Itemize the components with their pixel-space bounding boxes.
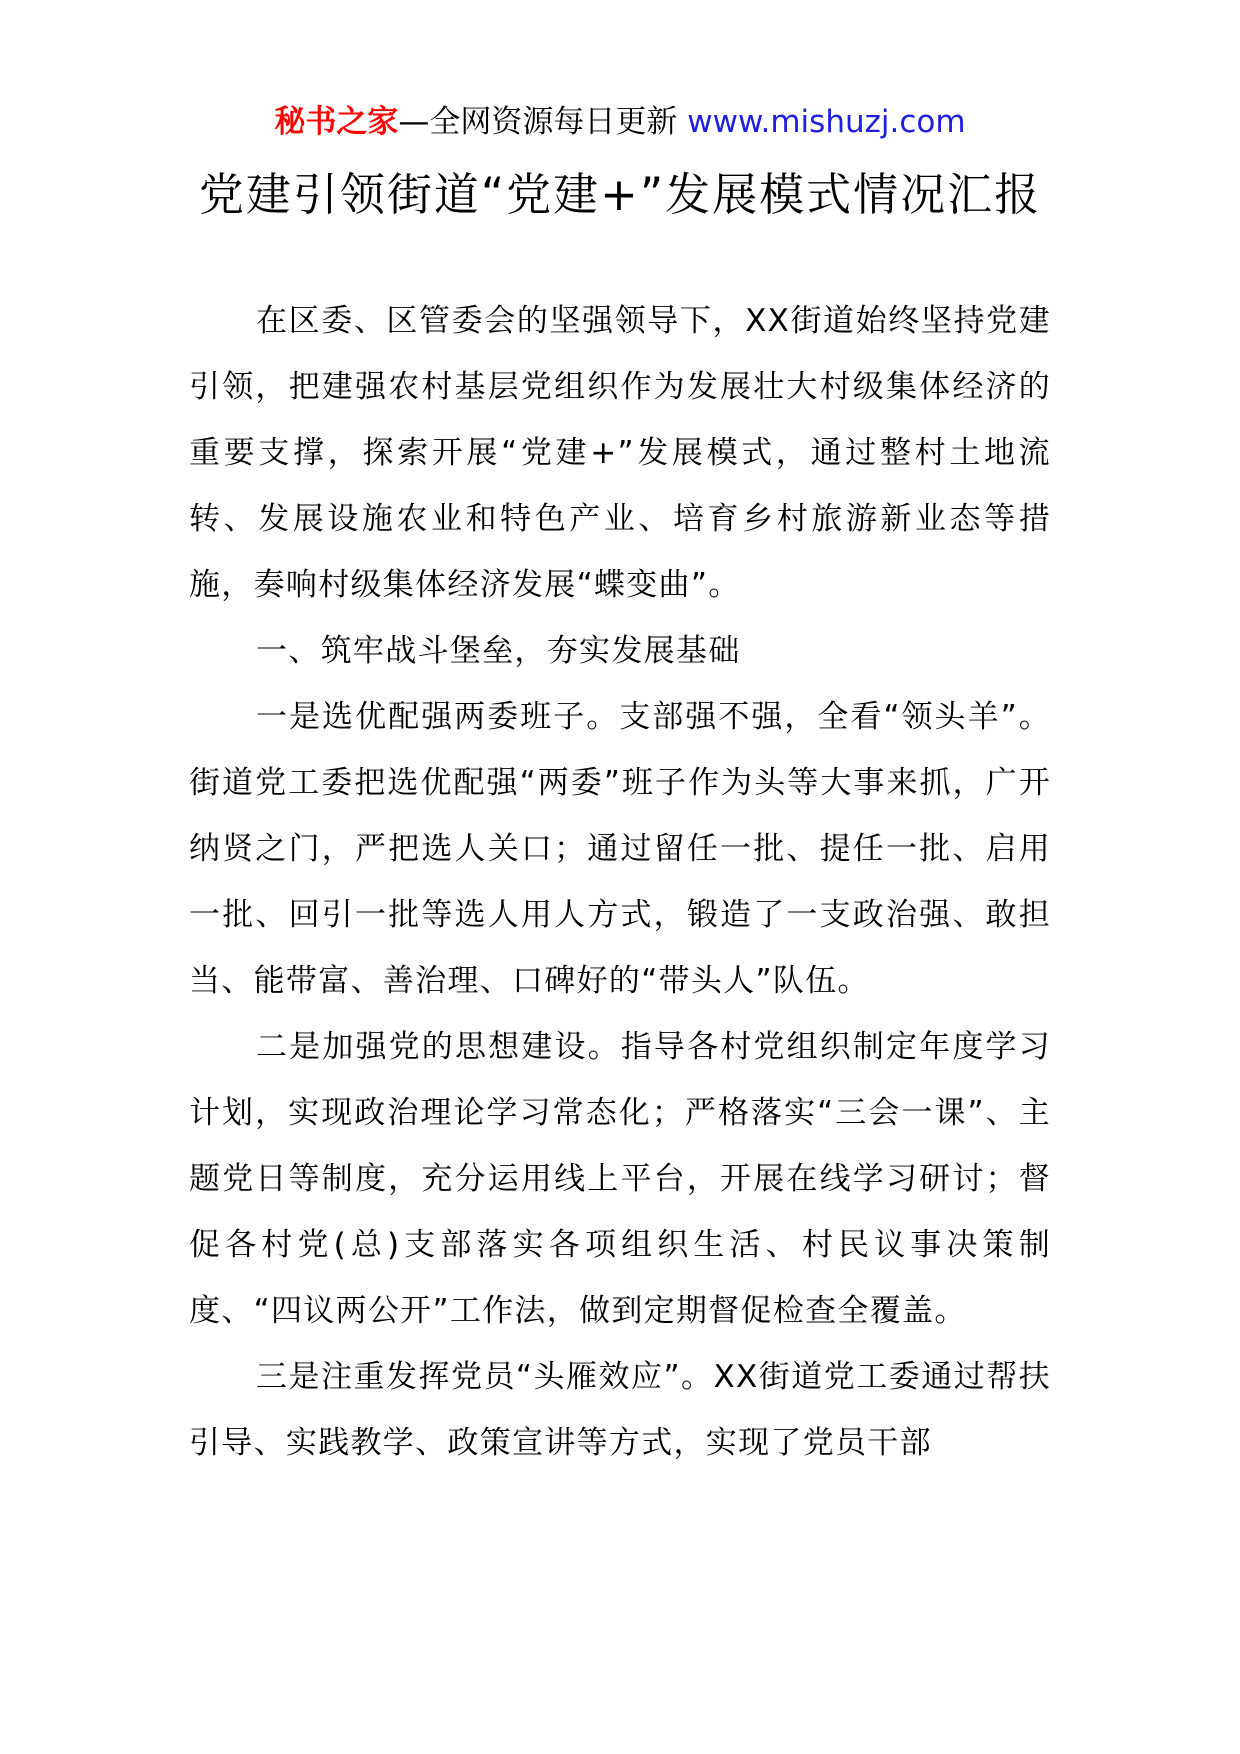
paragraph-point-3: 三是注重发挥党员“头雁效应”。XX街道党工委通过帮扶引导、实践教学、政策宣讲等方式，实现了党员干部 <box>189 1359 1051 1461</box>
document-body <box>189 288 1051 1476</box>
document-title: 党建引领街道“党建+”发展模式情况汇报 <box>198 168 1042 221</box>
paragraph-intro: 在区委、区管委会的坚强领导下，XX街道始终坚持党建引领，把建强农村基层党组织作为发展壮大村级集体经济的重要支撑，探索开展“党建+”发展模式，通过整村土地流转、发展设施农业和特色产业、培育乡村旅游新业态等措施，奏响村级集体经济发展“蝶变曲”。 <box>189 303 1051 603</box>
site-url-link[interactable]: www.mishuzj.com <box>687 104 966 140</box>
paragraph-point-2: 二是加强党的思想建设。指导各村党组织制定年度学习计划，实现政治理论学习常态化；严格落实“三会一课”、主题党日等制度，充分运用线上平台，开展在线学习研讨；督促各村党(总)支部落实各项组织生活、村民议事决策制度、“四议两公开”工作法，做到定期督促检查全覆盖。 <box>189 1029 1051 1329</box>
site-brand: 秘书之家 <box>274 104 399 140</box>
site-tagline: —全网资源每日更新 <box>398 104 688 140</box>
section-heading-1: 一、筑牢战斗堡垒，夯实发展基础 <box>256 633 741 669</box>
paragraph-point-1: 一是选优配强两委班子。支部强不强，全看“领头羊”。街道党工委把选优配强“两委”班子作为头等大事来抓，广开纳贤之门，严把选人关口；通过留任一批、提任一批、启用一批、回引一批等选人用人方式，锻造了一支政治强、敢担当、能带富、善治理、口碑好的“带头人”队伍。 <box>189 699 1051 999</box>
site-header <box>0 100 1240 144</box>
